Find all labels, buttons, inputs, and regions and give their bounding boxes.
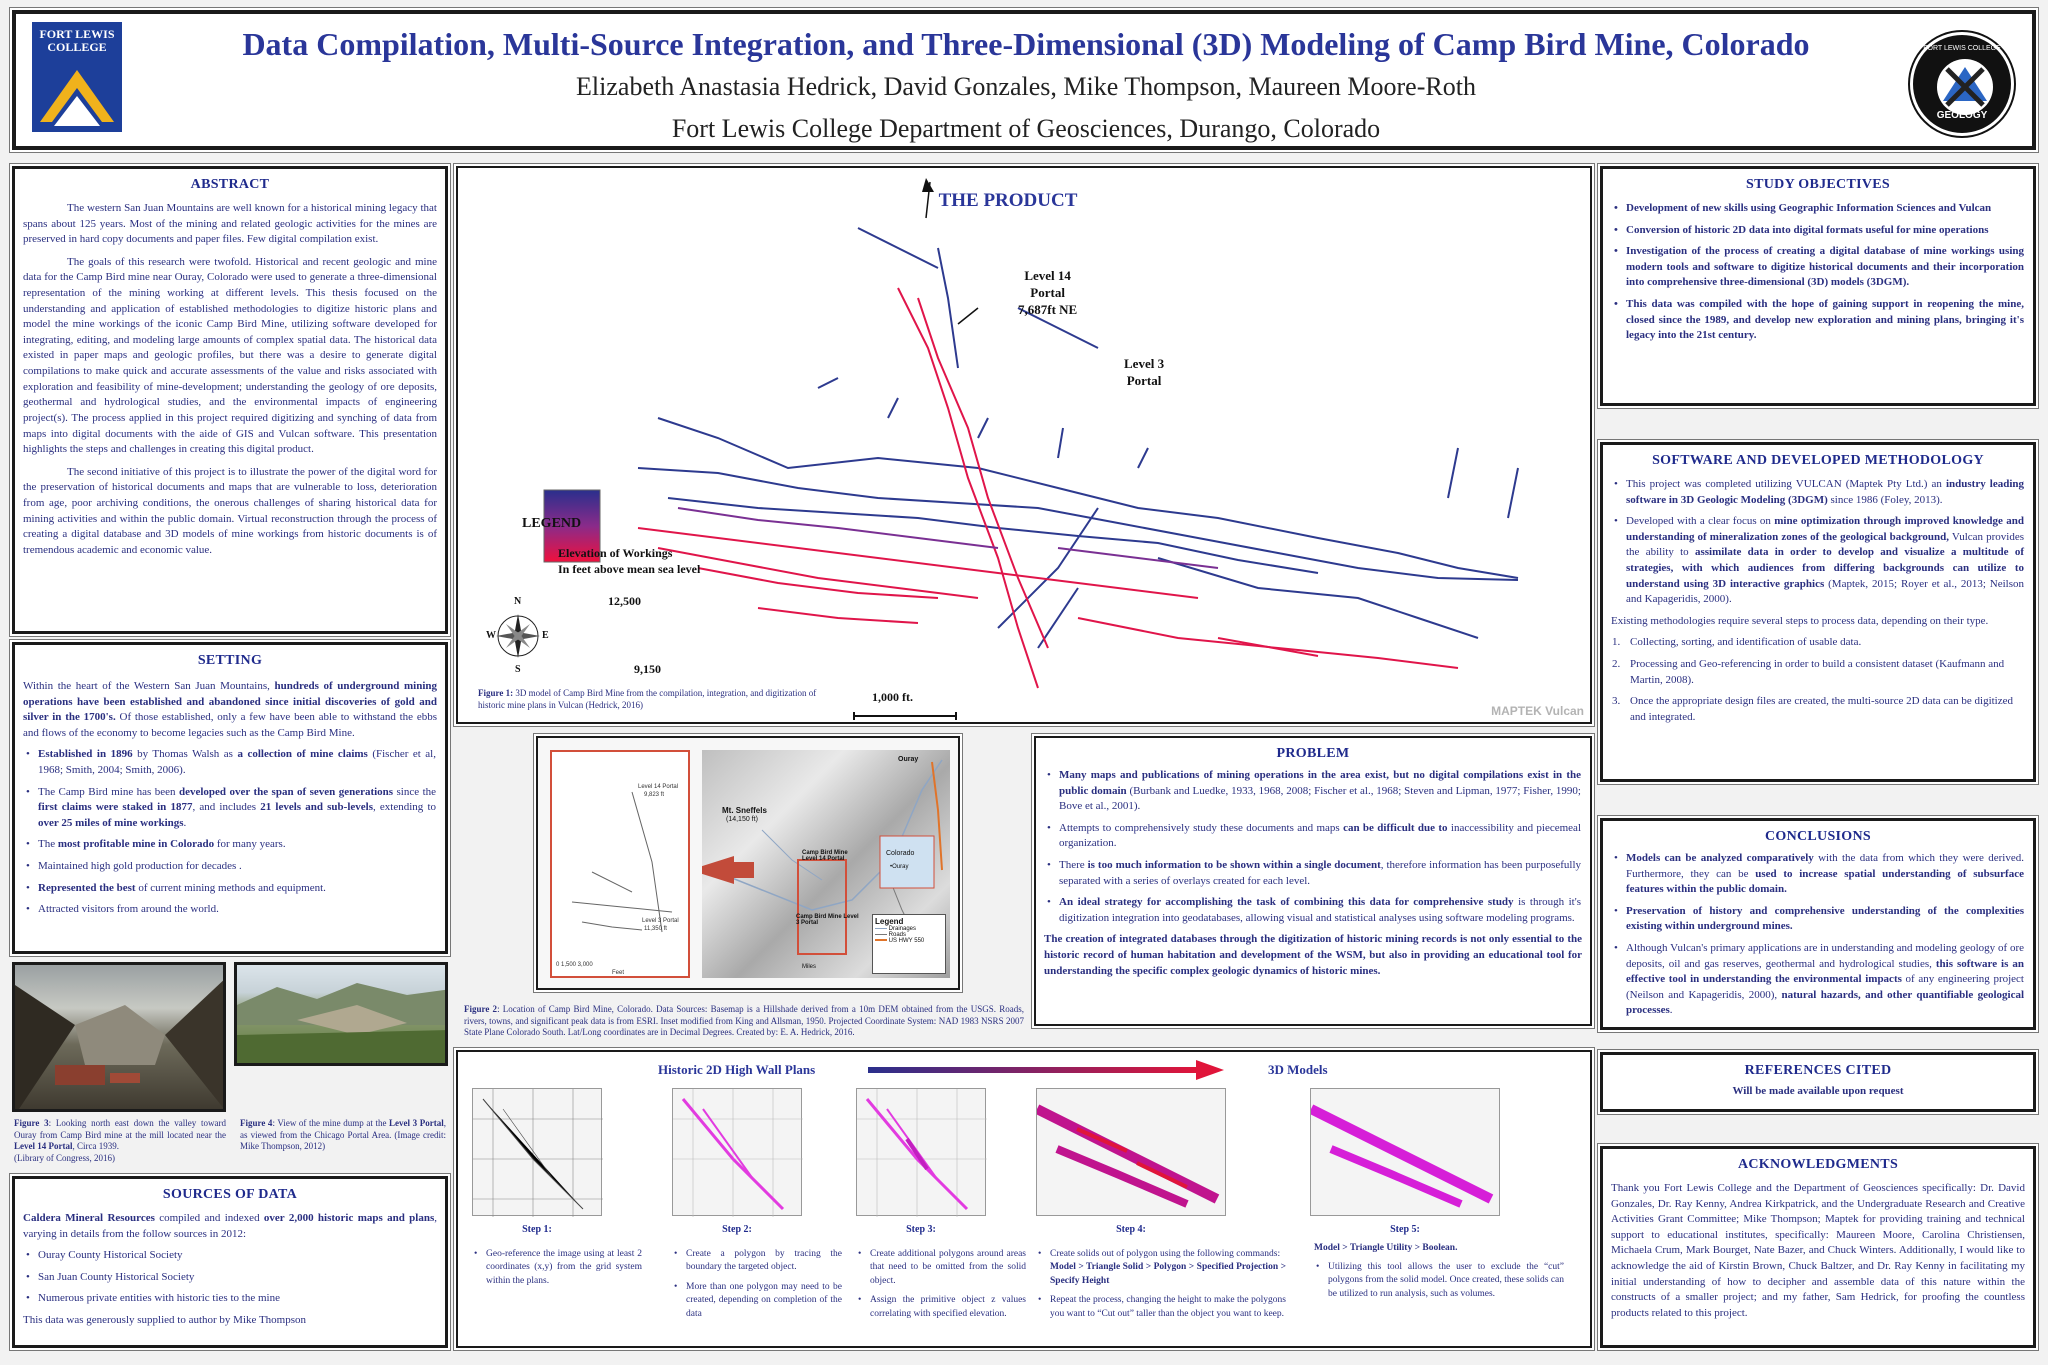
- text: over 2,000 historic maps and plans: [263, 1212, 435, 1224]
- list-number: 1.: [1612, 636, 1621, 649]
- list-item: • Geo-reference the image using at least 2 coordinates (x,y) from the grid system within the plans.: [472, 1248, 642, 1288]
- objectives-panel: [1600, 166, 2036, 406]
- list-item: • Conversion of historic 2D data into digital formats useful for mine operations: [1612, 223, 2024, 239]
- text: for many years.: [214, 838, 286, 851]
- step-3-image: [856, 1088, 986, 1216]
- step-3-title: Step 3:: [906, 1224, 936, 1235]
- figure-3-photo: [12, 962, 226, 1112]
- text: , therefore information has been purposefully separated with a series of overlays created for each level.: [1059, 859, 1582, 887]
- text: Once the appropriate design files are created, the multi-source 2D data can be digitized and integrated.: [1630, 695, 2014, 723]
- workflow-left-title: Historic 2D High Wall Plans: [658, 1062, 816, 1077]
- text: Drainages: [888, 926, 917, 932]
- figure-4-photo: [234, 962, 448, 1066]
- acknowledgments-panel: [1600, 1146, 2036, 1348]
- mine-dump-illustration: [237, 965, 448, 1066]
- abstract-paragraph-1: The western San Juan Mountains are well known for a historical mining legacy that spans about 125 years. Most of the mining and related geologic activities for the mines are preserved in hard copy documents and paper files. Few digital compilation exist.: [23, 202, 437, 246]
- text: Create solids out of polygon using the following commands:: [1050, 1249, 1281, 1259]
- list-item: [1612, 657, 2024, 688]
- text: Many maps and publications of mining operations in the area exist, but no digital compilations exist in the public domain: [1059, 769, 1581, 797]
- text: can be difficult due to: [1343, 821, 1448, 834]
- legend-row: [875, 938, 943, 944]
- list-item: • This data was compiled with the hope of gaining support in reopening the mine, closed since the 1989, and develop new exploration and mining plans, bringing it's legacy into the 21st century.: [1612, 297, 2024, 344]
- abstract-panel: [12, 166, 448, 634]
- setting-panel: [12, 642, 448, 954]
- inset-map: [550, 750, 690, 978]
- list-item: [1045, 821, 1581, 852]
- maptek-watermark: MAPTEK Vulcan: [1491, 704, 1584, 718]
- text: natural hazards, and other quantifiable geological processes: [1626, 988, 2025, 1017]
- text: is too much information to be shown within a single document: [1087, 859, 1381, 872]
- inset-scale: 0 1,500 3,000: [556, 962, 593, 968]
- geology-logo: [1910, 32, 2014, 136]
- text: industry leading software in 3D Geologic Modeling (3DGM): [1626, 478, 2024, 506]
- step-5-image: [1310, 1088, 1500, 1216]
- list-item: [1612, 635, 2024, 651]
- inset-l14-elev: 9,823 ft: [644, 792, 665, 798]
- setting-list: [15, 747, 445, 917]
- text: 3D model of Camp Bird Mine from the compilation, integration, and digitization of historic mine plans in Vulcan (Hedrick, 2016): [478, 688, 817, 710]
- references-heading: REFERENCES CITED: [1744, 1063, 1892, 1078]
- fort-lewis-logo-text: FORT LEWIS COLLEGE: [39, 27, 115, 55]
- label-sneffels: Mt. Sneffels: [722, 806, 767, 815]
- product-panel: [456, 166, 1592, 724]
- text: Developed with a clear focus on: [1626, 515, 1775, 528]
- text: compiled and indexed: [154, 1212, 264, 1224]
- list-item: [24, 902, 436, 918]
- compass-s: S: [515, 664, 521, 675]
- title-banner: [12, 10, 2036, 150]
- label-cb14: Camp Bird Mine Level 14 Portal: [802, 850, 848, 862]
- step-2-list: [672, 1248, 842, 1321]
- solid-model-icon: [1037, 1089, 1227, 1217]
- list-item: [1612, 904, 2024, 935]
- list-item: • Utilizing this tool allows the user to exclude the “cut” polygons from the solid model. Once created, these solids can be utilized to run analysis, such as volumes.: [1314, 1261, 1564, 1301]
- step-3-text: [856, 1242, 1026, 1327]
- text: The: [38, 838, 58, 851]
- step-4-list: [1036, 1248, 1286, 1321]
- list-item: • San Juan County Historical Society: [24, 1270, 436, 1286]
- text: 7,687ft NE: [1018, 301, 1078, 317]
- acknowledgments-heading: ACKNOWLEDGMENTS: [1737, 1157, 1899, 1172]
- step-4-text: [1036, 1242, 1286, 1327]
- list-item: • More than one polygon may need to be created, depending on completion of the data: [672, 1281, 842, 1321]
- text: with the data from which they were derived. Furthermore, they can be: [1626, 852, 2024, 880]
- text: is through it's digitization integration into geodatabases, allowing visual and statistical analyses using software modeling programs.: [1059, 896, 1582, 924]
- list-item: [24, 747, 436, 778]
- software-heading: SOFTWARE AND DEVELOPED METHODOLOGY: [1652, 453, 1984, 468]
- list-item: [24, 837, 436, 853]
- abstract-heading: ABSTRACT: [190, 177, 270, 192]
- figure-1-caption: [478, 688, 838, 711]
- level3-label: [1124, 356, 1164, 390]
- list-item: • Investigation of the process of creating a digital database of mine workings using modern tools and software to digitize historical documents and their incorporation into comprehensive three-dimensional (3D) models (3DGM).: [1612, 244, 2024, 291]
- text: (Fischer et al, 1968; Smith, 2004; Smith, 2006).: [38, 748, 436, 777]
- list-item: [1612, 477, 2024, 508]
- problem-panel: [1034, 736, 1592, 1026]
- abstract-paragraph-3: The second initiative of this project is to illustrate the power of the digital word for the preservation of historical documents and maps that are vulnerable to loss, deterioration from age, poor archiving conditions, the onerous challenges of sharing historical data for mining activities and within the public domain. Virtual reconstruction through the process of creating a digital database and 3D models of mine workings from historic documents is of tremendous academic and economic value.: [23, 465, 437, 556]
- geology-logo-top: FORT LEWIS COLLEGE: [1923, 45, 2001, 52]
- list-item: [1612, 851, 2024, 898]
- text: Level 3 Portal: [389, 1118, 444, 1128]
- sources-list: [15, 1248, 445, 1307]
- pickaxe-icon: [1913, 35, 2017, 139]
- list-item: • Development of new skills using Geographic Information Sciences and Vulcan: [1612, 201, 2024, 217]
- text: Roads: [888, 932, 907, 938]
- figure-4-caption: [240, 1118, 446, 1153]
- workflow-right-title: 3D Models: [1268, 1062, 1328, 1077]
- step-4-title: Step 4:: [1116, 1224, 1146, 1235]
- list-item: • Create a polygon by tracing the boundary the targeted object.: [672, 1248, 842, 1275]
- list-item: [1036, 1248, 1286, 1288]
- list-item: • Ouray County Historical Society: [24, 1248, 436, 1264]
- hillshade-map: [702, 750, 950, 978]
- text: , extending to: [372, 801, 436, 814]
- inset-l3: Level 3 Portal: [642, 918, 679, 924]
- text: over 25 miles of mine workings: [38, 816, 184, 829]
- list-item: • Numerous private entities with historic ties to the mine: [24, 1291, 436, 1307]
- text: used to increase spatial understanding of subsurface features within the public domain.: [1626, 867, 2024, 896]
- text: : View of the mine dump at the: [272, 1118, 390, 1128]
- legend-low: 9,150: [634, 662, 661, 676]
- text: An ideal strategy for accomplishing the task of combining this data for comprehensive study: [1059, 896, 1514, 909]
- workflow-arrow: [868, 1060, 1228, 1080]
- boolean-model-icon: [1311, 1089, 1501, 1217]
- text: mine optimization through improved knowledge and understanding of mineralization zones of the geological background,: [1626, 515, 2024, 543]
- fort-lewis-mountain-icon: [32, 22, 122, 132]
- step-5-command: Model > Triangle Utility > Boolean.: [1314, 1243, 1458, 1253]
- label-colorado: Colorado: [886, 850, 915, 857]
- text: developed over the span of seven generations: [178, 785, 394, 798]
- software-steps: [1603, 635, 2033, 725]
- text: Portal: [1126, 372, 1162, 388]
- setting-intro: [15, 679, 445, 741]
- step-1-text: [472, 1242, 642, 1294]
- problem-closing: The creation of integrated databases through the digitization of historic mining records is not only essential to the historic record of human habitation and development of the WSM, but also in providing an educational tool for understanding the specific complex geologic dynamics of historic mines.: [1044, 933, 1582, 977]
- list-number: 2.: [1612, 658, 1621, 671]
- references-panel: [1600, 1052, 2036, 1112]
- text: (Burbank and Luedke, 1933, 1968, 2008; Fischer et al., 1968; Steven and Lipman, 1977; Fisher, 1990; Bove et al., 2001).: [1059, 784, 1581, 813]
- poster-affiliation: Fort Lewis College Department of Geosciences, Durango, Colorado: [671, 114, 1381, 143]
- setting-heading: SETTING: [197, 653, 263, 668]
- text: Although Vulcan's primary applications are in understanding and modeling geology of ore deposits, oil and gas reserves, geothermal and hydrological studies,: [1626, 942, 2024, 970]
- inset-l3-elev: 11,350 ft: [644, 926, 667, 932]
- conclusions-list: [1603, 851, 2033, 1019]
- text: : Looking north east down the valley toward Ouray from Camp Bird mine at the mill located near the: [14, 1118, 226, 1140]
- setting-intro-a: Within the heart of the Western San Juan Mountains,: [23, 680, 275, 692]
- text: US HWY 550: [888, 938, 925, 944]
- step-5-title: Step 5:: [1390, 1224, 1420, 1235]
- text: since 1986 (Foley, 2013).: [1827, 493, 1943, 506]
- step-5-text: [1314, 1242, 1564, 1307]
- text: : Location of Camp Bird Mine, Colorado. Data Sources: Basemap is a Hillshade derived from a 10m DEM obtained from the USGS. Roads, rivers, towns, and significant peak data is from ESRI. Inset modified from King and Allsman, 1950. Projected Coordinate System: NAD 1983 NSRS 2007 State Plane Colorado South. Lat/Long coordinates are in Decimal Degrees. Created by: E. A. Hedrick, 2016.: [464, 1004, 1024, 1038]
- text: Level 3: [1124, 356, 1165, 371]
- polygon-trace-icon: [673, 1089, 803, 1217]
- text: Figure 4: [240, 1118, 273, 1128]
- location-map-panel: [536, 736, 960, 990]
- text: Portal: [1030, 284, 1065, 300]
- label-cb3: Camp Bird Mine Level 3 Portal: [796, 914, 859, 926]
- text: The Camp Bird mine has been: [38, 785, 179, 798]
- list-item: [1045, 768, 1581, 815]
- abstract-body: [15, 201, 445, 558]
- text: This project was completed utilizing VULCAN (Maptek Pty Ltd.) an: [1626, 478, 1946, 490]
- references-text: Will be made available upon request: [1732, 1085, 1904, 1097]
- step-4-image: [1036, 1088, 1226, 1216]
- text: a collection of mine claims: [237, 748, 368, 761]
- figure-2-caption: [464, 1004, 1024, 1039]
- software-para: Existing methodologies require several steps to process data, depending on their type.: [1611, 614, 1989, 627]
- text: most profitable mine in Colorado: [57, 838, 215, 851]
- list-item: • Repeat the process, changing the height to make the polygons you want to “Cut out” taller than the object you want to keep.: [1036, 1294, 1286, 1321]
- compass-w: W: [486, 630, 496, 641]
- valley-illustration: [15, 965, 226, 1112]
- text: Figure 3: [14, 1118, 49, 1128]
- step-3-list: [856, 1248, 1026, 1321]
- list-item: [24, 785, 436, 832]
- step-1-list: [472, 1248, 642, 1288]
- step-2-title: Step 2:: [722, 1224, 752, 1235]
- list-item: [1612, 694, 2024, 725]
- text: .: [183, 816, 187, 829]
- omit-polygon-icon: [857, 1089, 987, 1217]
- sources-intro: [15, 1211, 445, 1242]
- text: Models can be analyzed comparatively: [1626, 852, 1814, 864]
- text: Established in 1896: [38, 748, 133, 761]
- poster-title: Data Compilation, Multi-Source Integration, and Three-Dimensional (3D) Modeling of Camp Bird Mine, Colorado: [242, 26, 1810, 62]
- step-1-image: [472, 1088, 602, 1216]
- grid-plan-icon: [473, 1089, 603, 1217]
- text: Level 14: [1024, 268, 1071, 283]
- step-2-image: [672, 1088, 802, 1216]
- setting-intro-c: Of those established, only a few have been able to withstand the ebbs and flows of the economy to become legacies such as the Camp Bird Mine.: [23, 711, 437, 739]
- text: .: [1669, 1004, 1673, 1017]
- objectives-heading: STUDY OBJECTIVES: [1746, 177, 1890, 192]
- text: (Library of Congress, 2016): [14, 1153, 115, 1164]
- inset-l14: Level 14 Portal: [638, 784, 679, 790]
- acknowledgments-text: Thank you Fort Lewis College and the Department of Geosciences specifically: Dr. David Gonzales, Dr. Ray Kenny, Andrea Kirkpatrick, and the Undergraduate Research and Creative Activities Grant Committee; Mike Thompson; Maptek for providing training and technical support to educational institutes, specifically: Maureen Moore, Carolina Christiensen, Michaela Crum, Mark Bourget, Nate Bazer, and Chuck Winters. Additionally, I would like to acknowledge the aid of Kirstin Brown, Chuck Baltzer, and Dr. Ray Kenny in facilitating my initial understanding of how to decipher and assemble data of this nature within the constructs of a smaller project; and my father, Sam Hedrick, for proofing the countless products related to this project.: [1611, 1182, 2025, 1319]
- inset-feet: Feet: [612, 970, 625, 976]
- level14-label: [1018, 268, 1077, 319]
- text: There: [1059, 859, 1088, 872]
- legend-subtitle: [558, 546, 700, 577]
- problem-heading: PROBLEM: [1276, 746, 1350, 761]
- conclusions-heading: CONCLUSIONS: [1765, 829, 1871, 844]
- software-panel: [1600, 442, 2036, 782]
- text: , Circa 1939.: [72, 1141, 119, 1152]
- text: of any engineering project (Neilson and Kapageridis, 2000),: [1626, 973, 2024, 1001]
- list-item: [24, 859, 436, 875]
- sources-panel: [12, 1176, 448, 1348]
- fort-lewis-logo: [32, 22, 122, 132]
- text: of current mining methods and equipment.: [135, 881, 326, 894]
- conclusions-panel: [1600, 818, 2036, 1030]
- list-item: [1612, 941, 2024, 1019]
- text: Caldera Mineral Resources: [23, 1212, 155, 1224]
- label-sneffels-elev: (14,150 ft): [726, 816, 758, 823]
- text: Level 14 Portal: [14, 1141, 73, 1152]
- label-ouray: Ouray: [898, 756, 919, 763]
- text: 21 levels and sub-levels: [260, 801, 373, 814]
- workflow-panel: [456, 1050, 1592, 1348]
- text: In feet above mean sea level: [558, 561, 701, 576]
- mine-model-3d: [458, 168, 1590, 722]
- software-list: [1603, 477, 2033, 608]
- text: Attracted visitors from around the world.: [38, 903, 219, 916]
- text: , and includes: [192, 801, 261, 814]
- text: Maintained high gold production for decades .: [38, 860, 242, 873]
- legend-title: LEGEND: [522, 516, 582, 531]
- text: inaccessibility and piecemeal organization.: [1059, 821, 1581, 850]
- text: first claims were staked in 1877: [38, 801, 193, 814]
- list-item: • Create additional polygons around areas that need to be omitted from the solid object.: [856, 1248, 1026, 1288]
- text: Collecting, sorting, and identification of usable data.: [1630, 636, 1862, 649]
- objectives-list: [1603, 201, 2033, 344]
- list-number: 3.: [1612, 695, 1621, 708]
- text: , varying in details from the follow sources in 2012:: [23, 1212, 438, 1240]
- step-1-title: Step 1:: [522, 1224, 552, 1235]
- text: by Thomas Walsh as: [132, 748, 238, 761]
- scale-label: 1,000 ft.: [872, 690, 913, 704]
- step-5-list: [1314, 1261, 1564, 1301]
- text: Figure 2: [464, 1004, 498, 1014]
- step-2-text: [672, 1242, 842, 1327]
- text: this software is an effective tool in understanding the environmental impacts: [1626, 957, 2024, 986]
- setting-intro-b: hundreds of underground mining operations have been established and abandoned since initial discoveries of gold and silver in the 1700's.: [23, 680, 437, 724]
- map-legend: [872, 914, 946, 974]
- poster-authors: Elizabeth Anastasia Hedrick, David Gonzales, Mike Thompson, Maureen Moore-Roth: [576, 72, 1476, 101]
- text: assimilate data in order to develop and visualize a multitude of strategies, with which audiences from differing backgrounds can utilize to understand using 3D interactive graphics: [1626, 546, 2024, 590]
- compass-e: E: [542, 630, 549, 641]
- list-item: [24, 881, 436, 897]
- map-miles: Miles: [802, 964, 817, 970]
- text: Vulcan provides the ability to: [1626, 530, 2024, 559]
- text: since the: [393, 785, 437, 798]
- text: Model > Triangle Solid > Polygon > Specified Projection > Specify Height: [1050, 1262, 1286, 1286]
- list-item: [1612, 514, 2024, 608]
- text: Processing and Geo-referencing in order to build a consistent dataset (Kaufmann and Martin, 2008).: [1630, 658, 2005, 686]
- text: Legend: [875, 917, 904, 926]
- text: Figure 1:: [478, 688, 514, 698]
- figure-3-caption: [14, 1118, 226, 1165]
- compass-n: N: [514, 596, 522, 607]
- geology-logo-bottom: GEOLOGY: [1936, 110, 1988, 121]
- problem-list: [1036, 768, 1590, 926]
- text: Elevation of Workings: [558, 546, 673, 560]
- legend-high: 12,500: [608, 594, 641, 608]
- list-item: • Assign the primitive object z values correlating with specified elevation.: [856, 1294, 1026, 1321]
- text: Represented the best: [38, 881, 136, 894]
- sources-heading: SOURCES OF DATA: [162, 1187, 298, 1202]
- label-ouray-small: •Ouray: [890, 864, 909, 870]
- text: Preservation of history and comprehensive understanding of the complexities existing within underground mines.: [1626, 904, 2024, 933]
- list-item: [1045, 858, 1581, 889]
- text: (Maptek, 2015; Royer et al., 2013; Neilson and Kapageridis, 2000).: [1626, 577, 2024, 606]
- abstract-paragraph-2: The goals of this research were twofold. Historical and recent geologic and mine data for the Camp Bird mine near Ouray, Colorado were used to generate a three-dimensional representation of the mining working at different levels. This thesis focused on the understanding and application of established methodologies to digitize historic plans and model the mine workings of the iconic Camp Bird Mine, utilizing software developed for integrating, editing, and modeling large amounts of complex spatial data. The historical data existed in paper maps and geologic profiles, but there was a desire to generate digital compilations to make quick and accurate assessments of the value and risks associated with exploration and feasibility of mine-development; understanding the geology of ore deposits, geothermal and hydrological studies, and the environmental impacts of engineering project(s). The process applied in this project required digitizing and synching of data from maps into digital documents with the aide of GIS and Vulcan software. This presentation highlights the steps and challenges in creating this digital product.: [23, 255, 437, 456]
- list-item: [1045, 895, 1581, 926]
- sources-closing: This data was generously supplied to author by Mike Thompson: [23, 1314, 307, 1327]
- product-heading: THE PRODUCT: [938, 190, 1078, 211]
- text: Attempts to comprehensively study these documents and maps: [1059, 821, 1344, 834]
- text: , as viewed from the Chicago Portal Area. (Image credit: Mike Thompson, 2012): [240, 1118, 446, 1152]
